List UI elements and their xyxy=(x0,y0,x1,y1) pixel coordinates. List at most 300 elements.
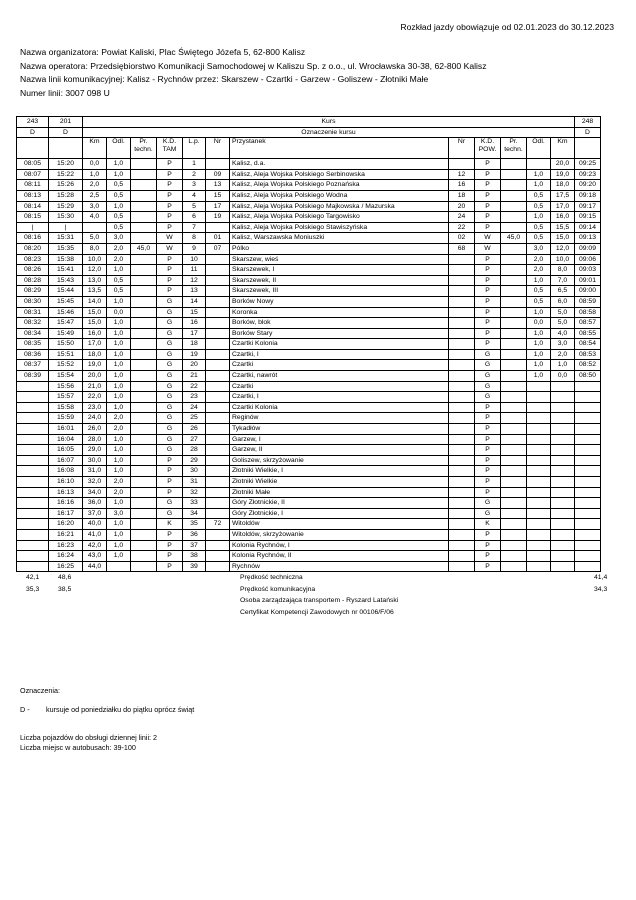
stop-name: Czartki Kolonia xyxy=(230,402,449,413)
distance-cell: 1,0 xyxy=(107,466,131,477)
stop-nr-return-cell: 02 xyxy=(449,233,475,244)
stop-name: Czartki, I xyxy=(230,349,449,360)
distance-return-cell: 1,0 xyxy=(527,360,551,371)
distance-cell: 0,5 xyxy=(107,212,131,223)
stop-category-cell: P xyxy=(157,477,183,488)
timetable-row xyxy=(17,540,601,551)
timetable-row xyxy=(17,424,601,435)
stop-nr-cell: 15 xyxy=(206,190,230,201)
departure-time-cell: 15:26 xyxy=(49,180,83,191)
stop-category-return-cell: P xyxy=(475,212,501,223)
departure-time-cell: 08:13 xyxy=(17,190,49,201)
stop-name: Rychnów xyxy=(230,561,449,572)
distance-cell: 1,0 xyxy=(107,360,131,371)
comm-speed-label: Prędkość komunikacyjna xyxy=(240,585,316,593)
departure-time-cell xyxy=(17,498,49,509)
tech-speed-return-cell xyxy=(501,424,527,435)
stop-category-cell: G xyxy=(157,434,183,445)
distance-cell: 2,0 xyxy=(107,487,131,498)
return-time-cell: 09:18 xyxy=(575,190,601,201)
departure-time-cell: 08:05 xyxy=(17,159,49,170)
stop-nr-cell xyxy=(206,466,230,477)
stop-category-return-cell: K xyxy=(475,519,501,530)
distance-return-cell xyxy=(527,434,551,445)
stop-category-cell: P xyxy=(157,212,183,223)
distance-return-cell: 0,5 xyxy=(527,201,551,212)
stop-category-cell: P xyxy=(157,254,183,265)
timetable-row xyxy=(17,477,601,488)
lp-cell: 4 xyxy=(183,190,206,201)
header-pr-techn: Pr. techn. xyxy=(131,138,157,159)
departure-time-cell xyxy=(17,402,49,413)
day-code-cell: D xyxy=(575,127,601,138)
stop-name: Witoldów, skrzyżowanie xyxy=(230,529,449,540)
stop-category-cell: G xyxy=(157,328,183,339)
timetable-row xyxy=(17,307,601,318)
distance-return-cell xyxy=(527,392,551,403)
stop-nr-cell xyxy=(206,455,230,466)
timetable-row xyxy=(17,159,601,170)
departure-time-cell: 08:07 xyxy=(17,169,49,180)
stop-category-cell: G xyxy=(157,498,183,509)
tech-speed-cell xyxy=(131,466,157,477)
return-time-cell: 09:06 xyxy=(575,254,601,265)
stop-category-return-cell: P xyxy=(475,529,501,540)
stop-nr-cell xyxy=(206,402,230,413)
stop-category-return-cell: P xyxy=(475,318,501,329)
stop-nr-return-cell xyxy=(449,318,475,329)
km-return-cell xyxy=(551,424,575,435)
stop-category-return-cell: G xyxy=(475,392,501,403)
stop-nr-return-cell xyxy=(449,265,475,276)
distance-return-cell xyxy=(527,445,551,456)
lp-cell: 19 xyxy=(183,349,206,360)
stop-name: Witoldów xyxy=(230,519,449,530)
km-return-cell xyxy=(551,455,575,466)
tech-speed-return-cell xyxy=(501,243,527,254)
stop-nr-return-cell xyxy=(449,413,475,424)
stop-nr-return-cell xyxy=(449,349,475,360)
lp-cell: 9 xyxy=(183,243,206,254)
line-info xyxy=(20,46,487,100)
timetable-row xyxy=(17,243,601,254)
departure-time-cell: 15:41 xyxy=(49,265,83,276)
stop-category-return-cell: P xyxy=(475,328,501,339)
return-time-cell: 08:53 xyxy=(575,349,601,360)
stop-nr-return-cell xyxy=(449,551,475,562)
timetable-row xyxy=(17,455,601,466)
timetable-row xyxy=(17,212,601,223)
tech-speed-cell xyxy=(131,487,157,498)
header-km-return: Km xyxy=(551,138,575,159)
tech-speed-return-cell xyxy=(501,328,527,339)
stop-nr-return-cell xyxy=(449,339,475,350)
vehicle-count: Liczba pojazdów do obsługi dziennej linii: 2 xyxy=(20,733,158,742)
departure-time-cell: 16:01 xyxy=(49,424,83,435)
lp-cell: 18 xyxy=(183,339,206,350)
distance-return-cell: 0,5 xyxy=(527,286,551,297)
stop-nr-return-cell xyxy=(449,540,475,551)
stop-category-cell: W xyxy=(157,233,183,244)
distance-return-cell: 1,0 xyxy=(527,212,551,223)
timetable-row xyxy=(17,487,601,498)
timetable-row xyxy=(17,265,601,276)
header-kd-pow: K.D. POW. xyxy=(475,138,501,159)
tech-speed-cell xyxy=(131,349,157,360)
km-cell: 4,0 xyxy=(83,212,107,223)
stop-name: Kolonia Rychnów, II xyxy=(230,551,449,562)
lp-cell: 39 xyxy=(183,561,206,572)
lp-cell: 29 xyxy=(183,455,206,466)
stop-nr-return-cell xyxy=(449,307,475,318)
km-cell: 28,0 xyxy=(83,434,107,445)
tech-speed-cell xyxy=(131,212,157,223)
header-przystanek: Przystanek xyxy=(230,138,449,159)
departure-time-cell: 08:29 xyxy=(17,286,49,297)
stop-category-return-cell: W xyxy=(475,243,501,254)
departure-time-cell: | xyxy=(17,222,49,233)
distance-cell: 1,0 xyxy=(107,402,131,413)
legend-title: Oznaczenia: xyxy=(20,686,60,695)
tech-speed-return-cell xyxy=(501,265,527,276)
distance-return-cell: 3,0 xyxy=(527,243,551,254)
km-cell: 13,5 xyxy=(83,286,107,297)
stop-category-cell: G xyxy=(157,381,183,392)
comm-speed-value: 34,3 xyxy=(594,585,608,593)
tech-speed-label: Prędkość techniczna xyxy=(240,574,303,581)
lp-cell: 32 xyxy=(183,487,206,498)
departure-time-cell: 15:29 xyxy=(49,201,83,212)
stop-category-return-cell: P xyxy=(475,434,501,445)
lp-cell: 15 xyxy=(183,307,206,318)
stop-category-cell: G xyxy=(157,307,183,318)
departure-time-cell: 16:07 xyxy=(49,455,83,466)
tech-speed-cell xyxy=(131,307,157,318)
stop-nr-cell xyxy=(206,487,230,498)
tech-speed-cell xyxy=(131,318,157,329)
departure-time-cell: 15:30 xyxy=(49,212,83,223)
km-return-cell xyxy=(551,508,575,519)
departure-time-cell: 15:47 xyxy=(49,318,83,329)
stop-nr-return-cell: 22 xyxy=(449,222,475,233)
stop-name: Koronka xyxy=(230,307,449,318)
stop-category-return-cell: P xyxy=(475,339,501,350)
departure-time-cell: 08:32 xyxy=(17,318,49,329)
stop-category-cell: P xyxy=(157,201,183,212)
km-cell: 5,0 xyxy=(83,233,107,244)
header-pr-techn-return: Pr. techn. xyxy=(501,138,527,159)
stop-category-cell: P xyxy=(157,222,183,233)
timetable-row xyxy=(17,275,601,286)
day-code-cell: D xyxy=(49,127,83,138)
distance-return-cell xyxy=(527,498,551,509)
lp-cell: 20 xyxy=(183,360,206,371)
distance-return-cell: 0,5 xyxy=(527,296,551,307)
km-cell: 20,0 xyxy=(83,371,107,382)
departure-time-cell xyxy=(17,413,49,424)
lp-cell: 25 xyxy=(183,413,206,424)
legend-description: kursuje od poniedziałku do piątku oprócz świąt xyxy=(46,705,195,714)
tech-speed-cell xyxy=(131,328,157,339)
km-cell: 13,0 xyxy=(83,275,107,286)
stop-nr-return-cell xyxy=(449,508,475,519)
return-time-cell xyxy=(575,529,601,540)
tech-speed-return-cell xyxy=(501,296,527,307)
stop-nr-return-cell xyxy=(449,487,475,498)
distance-return-cell xyxy=(527,413,551,424)
stop-nr-return-cell xyxy=(449,466,475,477)
km-cell: 1,0 xyxy=(83,169,107,180)
operator-text: Nazwa operatora: Przedsiębiorstwo Komunikacji Samochodowej w Kaliszu Sp. z o.o., ul. Wrocławska 30-38, 62-800 Kalisz xyxy=(20,60,487,71)
header-empty xyxy=(17,138,49,159)
km-cell: 44,0 xyxy=(83,561,107,572)
departure-time-cell xyxy=(17,466,49,477)
stop-category-cell: P xyxy=(157,487,183,498)
tech-speed-cell xyxy=(131,424,157,435)
stop-category-return-cell: P xyxy=(475,201,501,212)
return-time-cell: 09:00 xyxy=(575,286,601,297)
km-cell: 19,0 xyxy=(83,360,107,371)
timetable-row xyxy=(17,180,601,191)
stop-category-cell: G xyxy=(157,508,183,519)
departure-time-cell: 16:08 xyxy=(49,466,83,477)
return-time-cell: 08:55 xyxy=(575,328,601,339)
tech-speed-cell xyxy=(131,360,157,371)
lp-cell: 3 xyxy=(183,180,206,191)
speed-summary xyxy=(16,574,620,620)
stop-nr-cell xyxy=(206,254,230,265)
km-cell: 43,0 xyxy=(83,551,107,562)
comm-speed-value: 35,3 xyxy=(26,585,40,593)
stop-nr-return-cell: 18 xyxy=(449,190,475,201)
tech-speed-cell xyxy=(131,434,157,445)
stop-nr-return-cell xyxy=(449,455,475,466)
timetable-row xyxy=(17,349,601,360)
lp-cell: 34 xyxy=(183,508,206,519)
stop-category-return-cell: P xyxy=(475,169,501,180)
day-code-row xyxy=(17,127,601,138)
distance-cell: 2,0 xyxy=(107,254,131,265)
return-time-cell xyxy=(575,424,601,435)
stop-nr-return-cell xyxy=(449,424,475,435)
lp-cell: 33 xyxy=(183,498,206,509)
km-return-cell xyxy=(551,529,575,540)
stop-category-cell: G xyxy=(157,424,183,435)
departure-time-cell: 08:30 xyxy=(17,296,49,307)
tech-speed-return-cell xyxy=(501,551,527,562)
course-number-cell: 201 xyxy=(49,117,83,128)
stop-category-return-cell: G xyxy=(475,360,501,371)
return-time-cell: 09:03 xyxy=(575,265,601,276)
stop-category-cell: P xyxy=(157,275,183,286)
distance-return-cell xyxy=(527,381,551,392)
stop-nr-cell: 72 xyxy=(206,519,230,530)
departure-time-cell: 16:25 xyxy=(49,561,83,572)
lp-cell: 21 xyxy=(183,371,206,382)
tech-speed-return-cell xyxy=(501,371,527,382)
header-nr: Nr xyxy=(206,138,230,159)
stop-name: Czartki Kolonia xyxy=(230,339,449,350)
stop-name: Goliszew, skrzyżowanie xyxy=(230,455,449,466)
distance-return-cell: 0,5 xyxy=(527,190,551,201)
km-cell: 0,0 xyxy=(83,159,107,170)
tech-speed-cell xyxy=(131,233,157,244)
return-time-cell xyxy=(575,477,601,488)
stop-name: Kalisz, Warszawska Moniuszki xyxy=(230,233,449,244)
stop-name: Czartki, I xyxy=(230,392,449,403)
tech-speed-cell xyxy=(131,551,157,562)
departure-time-cell: 08:36 xyxy=(17,349,49,360)
timetable-row xyxy=(17,222,601,233)
return-time-cell: 09:01 xyxy=(575,275,601,286)
lp-cell: 13 xyxy=(183,286,206,297)
certificate-row xyxy=(16,609,620,621)
departure-time-cell: 15:59 xyxy=(49,413,83,424)
departure-time-cell: 15:49 xyxy=(49,328,83,339)
stop-nr-return-cell xyxy=(449,498,475,509)
km-cell: 22,0 xyxy=(83,392,107,403)
distance-cell: 1,0 xyxy=(107,392,131,403)
km-return-cell: 17,5 xyxy=(551,190,575,201)
distance-cell: 1,0 xyxy=(107,551,131,562)
distance-return-cell: 1,0 xyxy=(527,275,551,286)
stop-category-cell: G xyxy=(157,339,183,350)
stop-category-cell: G xyxy=(157,392,183,403)
distance-cell: 1,0 xyxy=(107,455,131,466)
stop-nr-cell xyxy=(206,392,230,403)
stop-nr-return-cell: 20 xyxy=(449,201,475,212)
tech-speed-return-cell xyxy=(501,254,527,265)
stop-category-return-cell: P xyxy=(475,265,501,276)
km-cell: 3,0 xyxy=(83,201,107,212)
stop-name: Czartki xyxy=(230,381,449,392)
stop-category-cell: P xyxy=(157,551,183,562)
return-time-cell xyxy=(575,487,601,498)
km-return-cell xyxy=(551,487,575,498)
distance-return-cell xyxy=(527,529,551,540)
timetable-row xyxy=(17,498,601,509)
tech-speed-return-cell xyxy=(501,392,527,403)
distance-cell: 3,0 xyxy=(107,233,131,244)
lp-cell: 36 xyxy=(183,529,206,540)
stop-nr-return-cell xyxy=(449,434,475,445)
stop-nr-cell xyxy=(206,307,230,318)
km-return-cell xyxy=(551,498,575,509)
stop-nr-return-cell xyxy=(449,402,475,413)
distance-cell: 0,0 xyxy=(107,307,131,318)
stop-nr-cell: 07 xyxy=(206,243,230,254)
distance-return-cell: 1,0 xyxy=(527,371,551,382)
timetable-row xyxy=(17,413,601,424)
tech-speed-return-cell: 45,0 xyxy=(501,233,527,244)
tech-speed-value: 42,1 xyxy=(26,574,40,581)
distance-return-cell xyxy=(527,402,551,413)
distance-cell: 1,0 xyxy=(107,445,131,456)
distance-return-cell: 1,0 xyxy=(527,169,551,180)
tech-speed-return-cell xyxy=(501,286,527,297)
distance-cell: 1,0 xyxy=(107,318,131,329)
return-time-cell xyxy=(575,445,601,456)
tech-speed-cell xyxy=(131,561,157,572)
km-cell: 16,0 xyxy=(83,328,107,339)
tech-speed-return-cell xyxy=(501,212,527,223)
stop-nr-cell xyxy=(206,424,230,435)
departure-time-cell: 15:38 xyxy=(49,254,83,265)
distance-cell: 2,0 xyxy=(107,477,131,488)
tech-speed-cell xyxy=(131,529,157,540)
organizer-text: Nazwa organizatora: Powiat Kaliski, Plac Świętego Józefa 5, 62-800 Kalisz xyxy=(20,47,306,57)
distance-cell: 1,0 xyxy=(107,169,131,180)
km-return-cell: 15,5 xyxy=(551,222,575,233)
stop-nr-return-cell xyxy=(449,561,475,572)
stop-category-cell: P xyxy=(157,286,183,297)
stop-category-cell: P xyxy=(157,529,183,540)
km-cell: 10,0 xyxy=(83,254,107,265)
line-name-text: Nazwa linii komunikacyjnej: Kalisz - Rychnów przez: Skarszew - Czartki - Garzew - Goliszew - Złotniki Małe xyxy=(20,74,429,85)
stop-nr-cell xyxy=(206,296,230,307)
departure-time-cell xyxy=(17,392,49,403)
stop-name: Złotniki Wielkie xyxy=(230,477,449,488)
tech-speed-value: 41,4 xyxy=(594,574,608,581)
distance-cell: 2,0 xyxy=(107,243,131,254)
tech-speed-cell xyxy=(131,445,157,456)
lp-cell: 2 xyxy=(183,169,206,180)
tech-speed-return-cell xyxy=(501,360,527,371)
departure-time-cell: 15:22 xyxy=(49,169,83,180)
stop-name: Pólko xyxy=(230,243,449,254)
tech-speed-cell xyxy=(131,371,157,382)
return-time-cell xyxy=(575,402,601,413)
distance-cell: 1,0 xyxy=(107,201,131,212)
distance-return-cell xyxy=(527,159,551,170)
return-time-cell xyxy=(575,392,601,403)
distance-cell: 1,0 xyxy=(107,159,131,170)
departure-time-cell xyxy=(17,424,49,435)
km-cell: 34,0 xyxy=(83,487,107,498)
km-return-cell: 12,0 xyxy=(551,243,575,254)
distance-cell: 1,0 xyxy=(107,371,131,382)
header-km: Km xyxy=(83,138,107,159)
stop-category-return-cell: P xyxy=(475,445,501,456)
stop-category-return-cell: P xyxy=(475,190,501,201)
tech-speed-return-cell xyxy=(501,434,527,445)
stop-nr-cell xyxy=(206,551,230,562)
tech-speed-return-cell xyxy=(501,487,527,498)
km-return-cell xyxy=(551,477,575,488)
timetable-row xyxy=(17,169,601,180)
timetable-row xyxy=(17,254,601,265)
departure-time-cell: 16:20 xyxy=(49,519,83,530)
stop-nr-cell xyxy=(206,360,230,371)
stop-nr-cell xyxy=(206,540,230,551)
stop-category-return-cell: P xyxy=(475,159,501,170)
distance-return-cell: 0,5 xyxy=(527,233,551,244)
tech-speed-return-cell xyxy=(501,498,527,509)
departure-time-cell: | xyxy=(49,222,83,233)
header-odl-return: Odl. xyxy=(527,138,551,159)
tech-speed-cell xyxy=(131,254,157,265)
tech-speed-cell xyxy=(131,286,157,297)
course-number-cell: 248 xyxy=(575,117,601,128)
stop-category-cell: G xyxy=(157,413,183,424)
km-cell: 2,0 xyxy=(83,180,107,191)
km-return-cell xyxy=(551,413,575,424)
tech-speed-return-cell xyxy=(501,561,527,572)
stop-category-return-cell: P xyxy=(475,402,501,413)
stop-nr-cell xyxy=(206,286,230,297)
comm-speed-value: 38,5 xyxy=(58,585,72,593)
stop-nr-return-cell: 16 xyxy=(449,180,475,191)
